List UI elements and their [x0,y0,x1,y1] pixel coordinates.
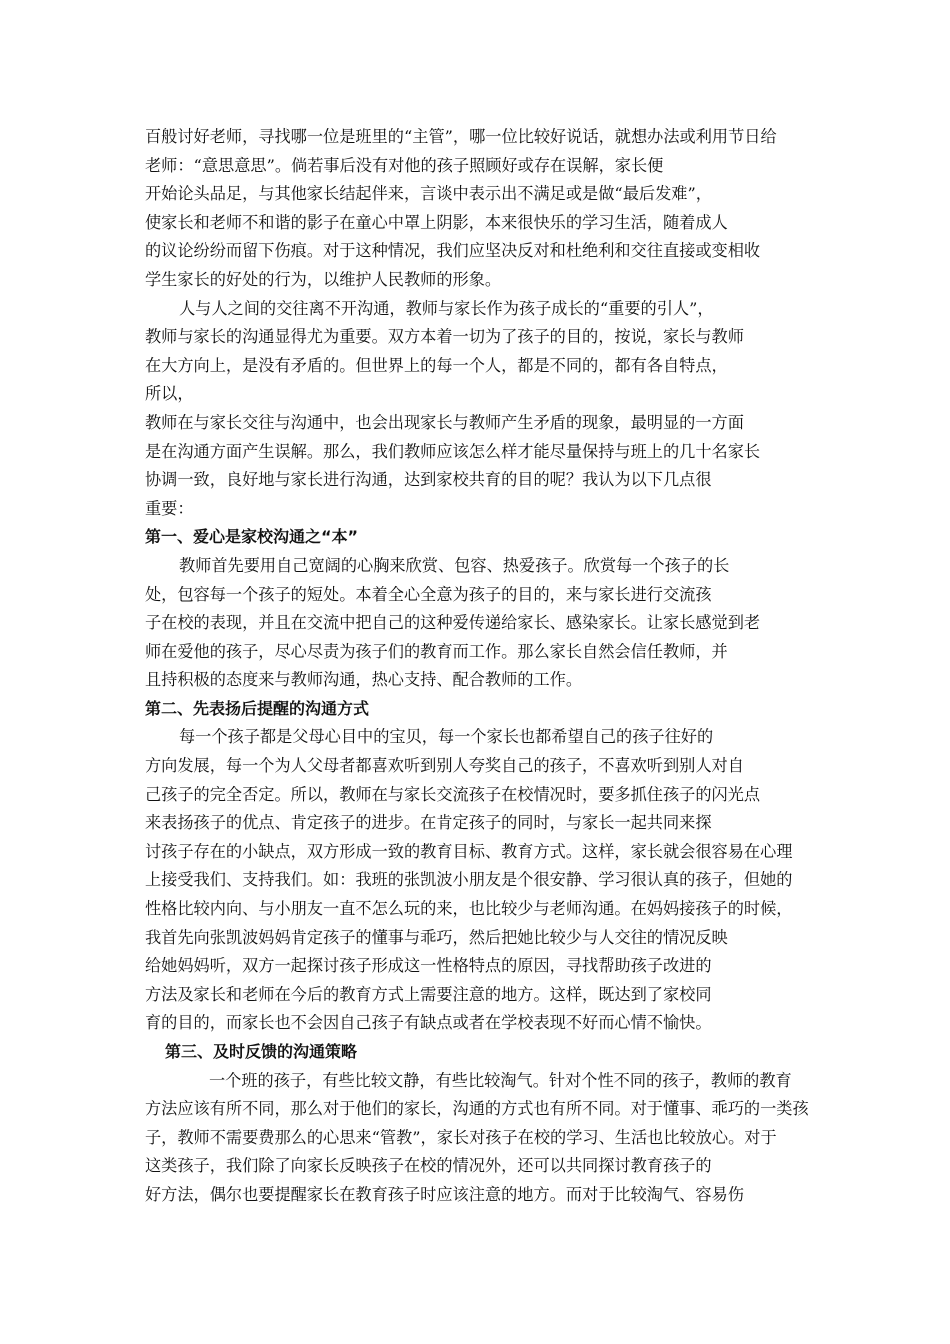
text-line: 我首先向张凯波妈妈肯定孩子的懂事与乖巧，然后把她比较少与人交往的情况反映 [145,927,728,947]
paragraph-1 [145,123,810,295]
section-praise-first [145,695,810,1038]
text-line: 好方法，偶尔也要提醒家长在教育孩子时应该注意的地方。而对于比较淘气、容易伤 [145,1184,744,1204]
text-line: 且持积极的态度来与教师沟通，热心支持、配合教师的工作。 [145,670,583,690]
section-heading: 第三、及时反馈的沟通策略 [165,1042,358,1061]
text-line: 教师在与家长交往与沟通中，也会出现家长与教师产生矛盾的现象，最明显的一方面 [145,412,744,432]
text-line: 是在沟通方面产生误解。那么，我们教师应该怎么样才能尽量保持与班上的几十名家长 [145,441,761,461]
text-line: 的议论纷纷而留下伤痕。对于这种情况，我们应坚决反对和杜绝利和交往直接或变相收 [145,241,761,261]
text-line: 方向发展，每一个为人父母者都喜欢听到别人夸奖自己的孩子，不喜欢听到别人对自 [145,756,744,776]
text-line: 性格比较内向、与小朋友一直不怎么玩的来，也比较少与老师沟通。在妈妈接孩子的时候， [145,899,793,919]
text-line: 协调一致，良好地与家长进行沟通，达到家校共育的目的呢？我认为以下几点很 [145,470,712,490]
text-line: 方法应该有所不同，那么对于他们的家长，沟通的方式也有所不同。对于懂事、乖巧的一类孩 [145,1099,809,1119]
document-page [145,123,810,1210]
section-heading: 第二、先表扬后提醒的沟通方式 [145,698,370,718]
text-line: 教师首先要用自己宽阔的心胸来欣赏、包容、热爱孩子。欣赏每一个孩子的长 [179,555,730,575]
text-line: 方法及家长和老师在今后的教育方式上需要注意的地方。这样，既达到了家校同 [145,984,712,1004]
text-line: 学生家长的好处的行为，以维护人民教师的形象。 [145,269,502,289]
section-love [145,523,810,695]
text-line: 己孩子的完全否定。所以，教师在与家长交流孩子在校情况时，要多抓住孩子的闪光点 [145,784,761,804]
text-line: 育的目的，而家长也不会因自己孩子有缺点或者在学校表现不好而心情不愉快。 [145,1013,712,1033]
text-line: 使家长和老师不和谐的影子在童心中罩上阴影，本来很快乐的学习生活，随着成人 [145,212,728,232]
text-line: 这类孩子，我们除了向家长反映孩子在校的情况外，还可以共同探讨教育孩子的 [145,1156,712,1176]
text-line: 子在校的表现，并且在交流中把自己的这种爱传递给家长、感染家长。让家长感觉到老 [145,613,761,633]
text-line: 所以， [145,384,194,404]
text-line: 上接受我们、支持我们。如：我班的张凯波小朋友是个很安静、学习很认真的孩子，但她的 [145,870,793,890]
section-feedback [145,1038,810,1210]
text-line: 给她妈妈听，双方一起探讨孩子形成这一性格特点的原因，寻找帮助孩子改进的 [145,956,712,976]
text-line: 一个班的孩子，有些比较文静，有些比较淘气。针对个性不同的孩子，教师的教育 [209,1070,792,1090]
section-heading: 第一、爱心是家校沟通之“本” [145,527,359,547]
paragraph-2 [145,295,810,524]
text-line: 百般讨好老师，寻找哪一位是班里的“主管”，哪一位比较好说话，就想办法或利用节日给 [145,127,777,146]
text-line: 子，教师不需要费那么的心思来“管教”，家长对孩子在校的学习、生活也比较放心。对于 [145,1127,777,1147]
text-line: 教师与家长的沟通显得尤为重要。双方本着一切为了孩子的目的，按说，家长与教师 [145,327,744,347]
text-line: 老师：“意思意思”。倘若事后没有对他的孩子照顾好或存在误解，家长便 [145,155,664,175]
text-line: 人与人之间的交往离不开沟通，教师与家长作为孩子成长的“重要的引人”， [179,298,714,318]
text-line: 师在爱他的孩子，尽心尽责为孩子们的教育而工作。那么家长自然会信任教师，并 [145,641,728,661]
text-line: 来表扬孩子的优点、肯定孩子的进步。在肯定孩子的同时，与家长一起共同来探 [145,813,712,833]
text-line: 讨孩子存在的小缺点，双方形成一致的教育目标、教育方式。这样，家长就会很容易在心理 [145,841,793,861]
text-line: 处，包容每一个孩子的短处。本着全心全意为孩子的目的，来与家长进行交流孩 [145,584,712,604]
text-line: 每一个孩子都是父母心目中的宝贝，每一个家长也都希望自己的孩子往好的 [179,727,714,747]
text-line: 重要： [145,498,194,518]
text-line: 在大方向上，是没有矛盾的。但世界上的每一个人，都是不同的，都有各自特点， [145,355,728,375]
text-line: 开始论头品足，与其他家长结起伴来，言谈中表示出不满足或是做“最后发难”， [145,184,712,204]
